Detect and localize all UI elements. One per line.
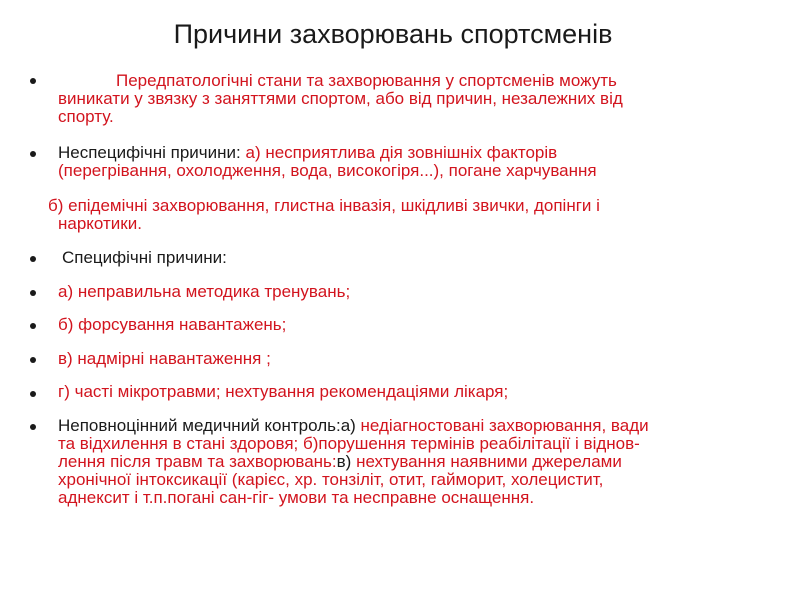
- bullet8-lead-text: Неповноцінний медичний контроль:а): [58, 416, 361, 435]
- bullet1-line2: виникати у звязку з заняттями спортом, або від причин, незалежних від: [58, 89, 623, 108]
- para-b-line1: б) епідемічні захворювання, глистна інвазія, шкідливі звички, допінги і: [48, 196, 600, 215]
- para-b-line2: наркотики.: [58, 214, 142, 233]
- bullet8-line2: та відхилення в стані здоровя; б)порушення термінів реабілітації і віднов-: [58, 434, 640, 453]
- bullet8-line5: аднексит і т.п.погані сан-гіг- умови та несправне оснащення.: [58, 488, 535, 507]
- bullet1-line1: Передпатологічні стани та захворювання у спортсменів можуть: [116, 71, 617, 90]
- bullet2-line1: [58, 144, 557, 162]
- bullet6-text: в) надмірні навантаження ;: [58, 349, 271, 368]
- bullet5-text: б) форсування навантажень;: [58, 315, 287, 334]
- bullet-dot: [30, 256, 36, 262]
- bullet8-highlight-text: недіагностовані захворювання, вади: [360, 416, 649, 435]
- bullet-dot: [30, 424, 36, 430]
- bullet8-line4: хронічної інтоксикації (карієс, хр. тонзіліт, отит, гайморит, холецистит,: [58, 470, 604, 489]
- bullet2-line2: (перегрівання, охолодження, вода, високогіря...), погане харчування: [58, 161, 597, 180]
- bullet-dot: [30, 357, 36, 363]
- bullet-dot: [30, 290, 36, 296]
- bullet8-line3-red-b: нехтування наявними джерелами: [356, 452, 622, 471]
- bullet8-line3-red-a: лення після травм та захворювань:: [58, 452, 337, 471]
- bullet3-text: Специфічні причини:: [62, 248, 227, 267]
- bullet-dot: [30, 391, 36, 397]
- bullet-dot: [30, 323, 36, 329]
- bullet4-text: а) неправильна методика тренувань;: [58, 282, 351, 301]
- bullet8-line3: [58, 453, 622, 471]
- bullet8-line3-black: в): [336, 452, 357, 471]
- bullet-dot: [30, 78, 36, 84]
- bullet1-line3: спорту.: [58, 107, 114, 126]
- slide-title: Причини захворювань спортсменів: [173, 19, 613, 49]
- bullet2-highlight-text: а) несприятлива дія зовнішніх факторів: [245, 143, 558, 162]
- bullet2-lead-text: Неспецифічні причини:: [58, 143, 246, 162]
- bullet8-line1: [58, 417, 649, 435]
- bullet7-text: г) часті мікротравми; нехтування рекомендаціями лікаря;: [58, 382, 509, 401]
- bullet-dot: [30, 151, 36, 157]
